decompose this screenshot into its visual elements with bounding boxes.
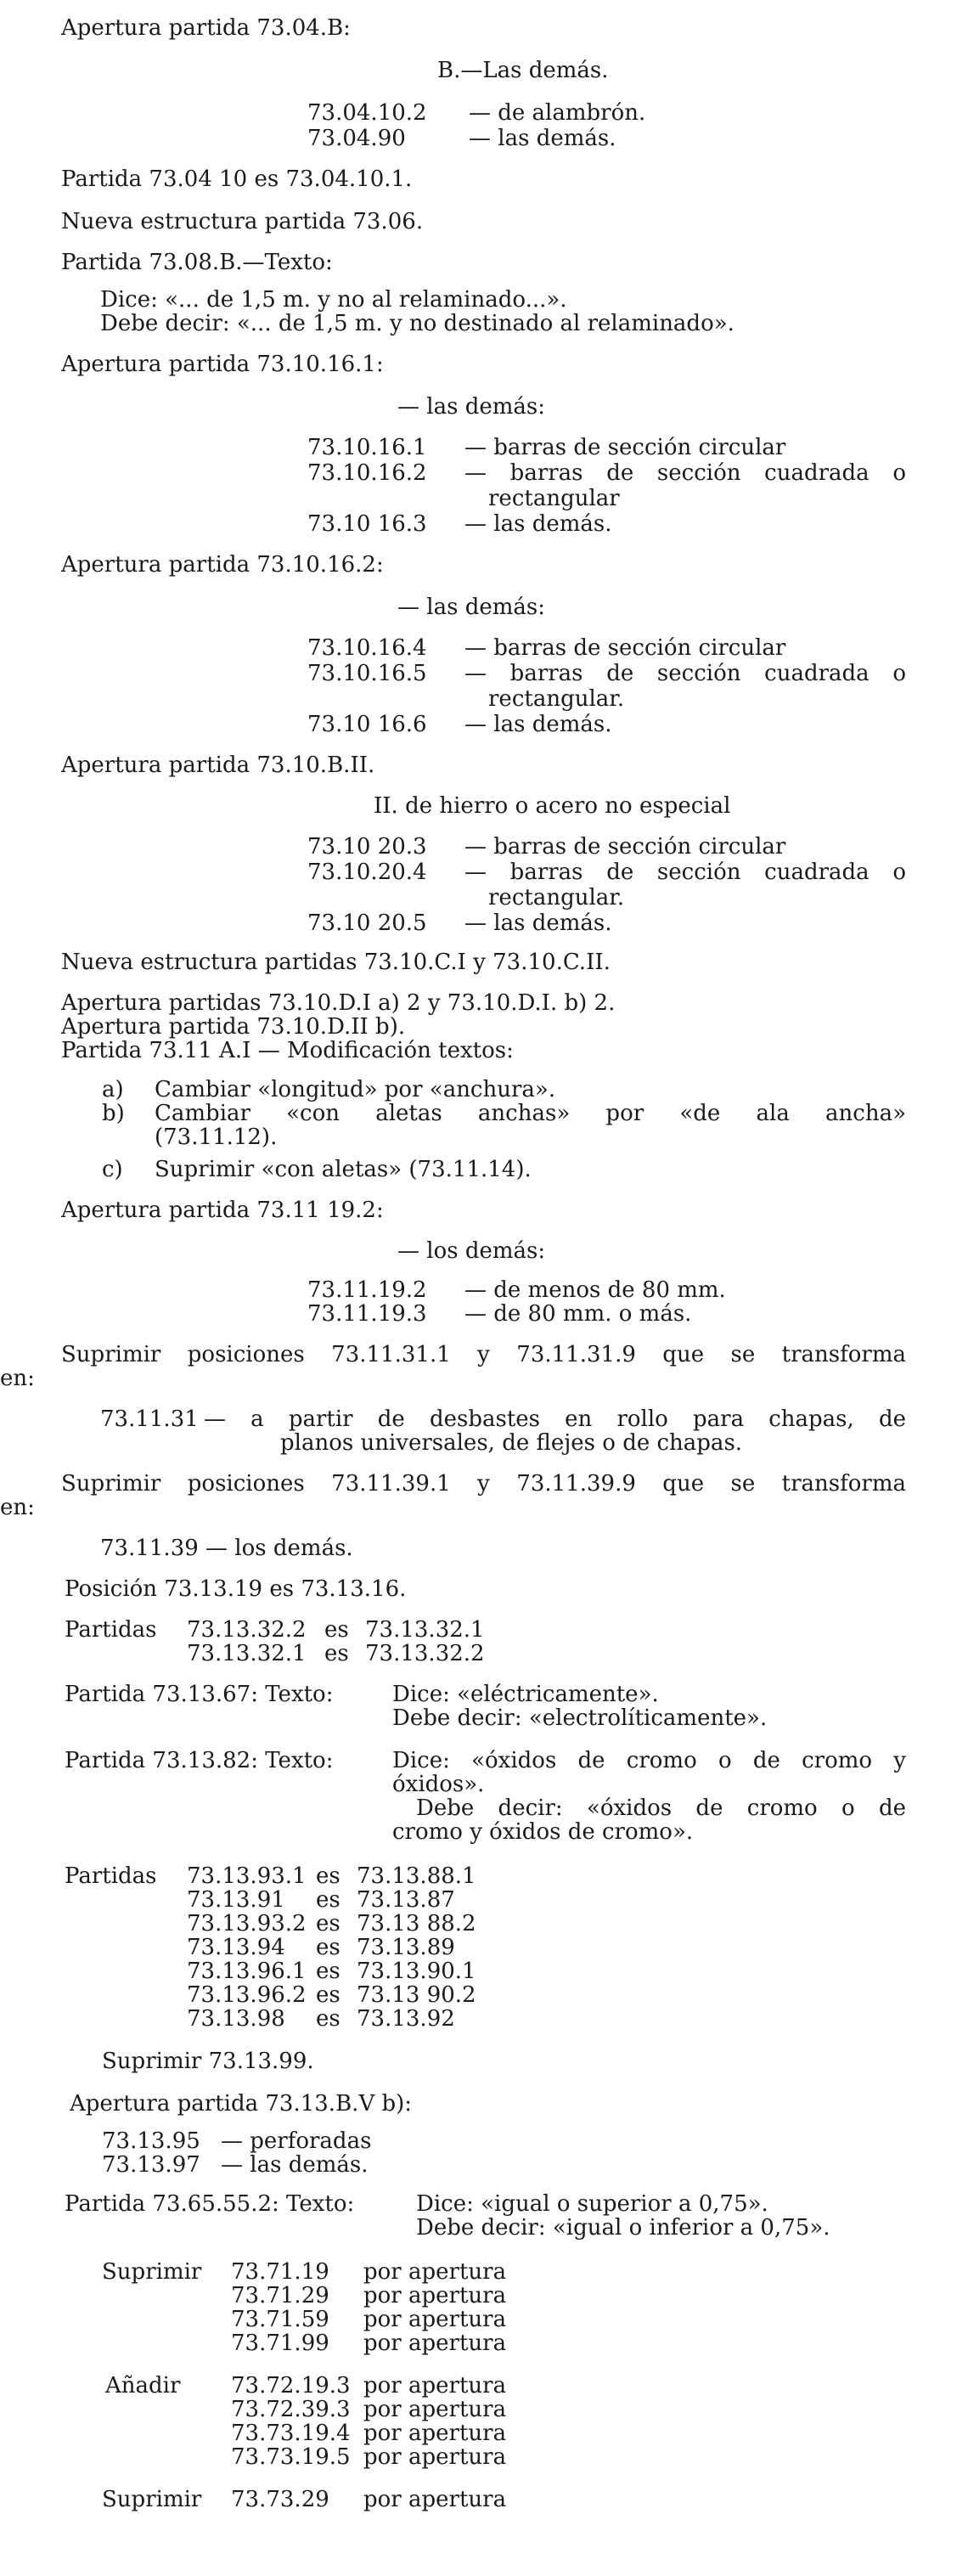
code: 73.73.29 (231, 2487, 329, 2512)
item-code: 73.10 20.3 (307, 834, 427, 860)
dice-text: Dice: «eléctricamente». (392, 1682, 659, 1707)
list-item: Cambiar «con aletas anchas» por «de ala ancha» (155, 1101, 906, 1126)
es: es (316, 1959, 340, 1984)
code: 73.13.32.1 (365, 1617, 485, 1643)
item-text: rectangular (488, 486, 620, 511)
code: 73.13.98 (187, 2006, 285, 2032)
action-text: por apertura (363, 2331, 507, 2356)
heading: Apertura partida 73.11 19.2: (61, 1198, 384, 1223)
code: 73.73.19.5 (231, 2444, 351, 2470)
action-text: por apertura (363, 2487, 507, 2512)
item-code: 73.04.10.2 (307, 100, 427, 126)
paragraph: Suprimir posiciones 73.11.39.1 y 73.11.39.9 que se transforma (61, 1471, 906, 1497)
action-text: por apertura (363, 2259, 507, 2285)
action-text: por apertura (363, 2283, 507, 2308)
debe-decir-text: Debe decir: «... de 1,5 m. y no destinado al relaminado». (100, 311, 734, 336)
list-item: (73.11.12). (155, 1125, 278, 1150)
item-text: — barras de sección circular (464, 435, 786, 460)
item-code: 73.04.90 (307, 126, 406, 151)
list-item: 73.11.39 — los demás. (100, 1536, 353, 1561)
item-text: — de 80 mm. o más. (464, 1301, 692, 1327)
subheading: — los demás: (397, 1238, 546, 1264)
es: es (316, 1982, 340, 2008)
debe-decir-text: Debe decir: «electrolíticamente». (392, 1705, 768, 1731)
paragraph: Suprimir 73.13.99. (102, 2049, 314, 2074)
item-text: — barras de sección circular (464, 635, 786, 661)
paragraph: Suprimir posiciones 73.11.31.1 y 73.11.31.9 que se transforma (61, 1342, 906, 1367)
subheading: — las demás: (397, 394, 545, 420)
code: 73.13.93.2 (187, 1911, 307, 1936)
code: 73.13.93.1 (187, 1863, 307, 1889)
dice-text: Dice: «óxidos de cromo o de cromo y (392, 1748, 906, 1773)
item-text: — barras de sección cuadrada o (464, 661, 906, 686)
item-text: — de menos de 80 mm. (464, 1277, 726, 1303)
paragraph: Posición 73.13.19 es 73.13.16. (65, 1576, 407, 1602)
es: es (316, 1887, 340, 1913)
item-text: — las demás. (221, 2152, 369, 2178)
heading: Partida 73.08.B.—Texto: (61, 250, 333, 275)
es: es (316, 1935, 340, 1960)
item-text: — las demás. (464, 910, 612, 936)
item-code: 73.11.31 (100, 1406, 199, 1432)
code: 73.13.96.1 (187, 1959, 307, 1984)
item-code: 73.10 16.6 (307, 712, 427, 737)
item-text: rectangular. (488, 686, 625, 712)
code: 73.13.92 (357, 2006, 455, 2032)
paragraph: en: (0, 1366, 35, 1391)
item-text: — de alambrón. (469, 100, 646, 126)
item-code: 73.10.16.4 (307, 635, 427, 661)
label: Añadir (105, 2373, 181, 2398)
item-code: 73.10 16.3 (307, 511, 427, 537)
item-text: — las demás. (469, 126, 616, 151)
dice-text: Dice: «igual o superior a 0,75». (416, 2191, 768, 2217)
label: Partidas (65, 1617, 157, 1643)
item-code: 73.13.95 (102, 2128, 200, 2154)
list-item: Cambiar «longitud» por «anchura». (155, 1077, 556, 1102)
heading: Partida 73.13.67: Texto: (65, 1682, 334, 1707)
item-code: 73.10.16.5 (307, 661, 427, 686)
code: 73.71.59 (231, 2307, 329, 2332)
paragraph: Nueva estructura partida 73.06. (61, 209, 424, 234)
dice-text: Dice: «... de 1,5 m. y no al relaminado...». (100, 287, 567, 313)
paragraph: Apertura partidas 73.10.D.I a) 2 y 73.10.D.I. b) 2. (61, 990, 616, 1016)
action-text: por apertura (363, 2373, 507, 2398)
code: 73.13 88.2 (357, 1911, 476, 1936)
es: es (324, 1641, 349, 1666)
item-text: — barras de sección cuadrada o (464, 860, 906, 885)
item-code: 73.10 20.5 (307, 910, 427, 936)
code: 73.71.29 (231, 2283, 329, 2308)
code: 73.13.90.1 (357, 1959, 476, 1984)
list-marker: b) (102, 1101, 125, 1126)
code: 73.13.32.2 (365, 1641, 485, 1666)
item-code: 73.10.16.1 (307, 435, 427, 460)
code: 73.13.87 (357, 1887, 455, 1913)
item-text: — perforadas (221, 2128, 372, 2154)
action-text: por apertura (363, 2397, 507, 2422)
subheading: II. de hierro o acero no especial (374, 793, 731, 819)
es: es (316, 2006, 340, 2032)
heading: Apertura partida 73.13.B.V b): (70, 2091, 413, 2117)
code: 73.13.91 (187, 1887, 285, 1913)
label: Suprimir (102, 2259, 202, 2285)
code: 73.13.32.2 (187, 1617, 307, 1643)
heading: Apertura partida 73.04.B: (61, 15, 351, 41)
item-text: — las demás. (464, 511, 612, 537)
code: 73.13.94 (187, 1935, 285, 1960)
list-item: Suprimir «con aletas» (73.11.14). (155, 1157, 532, 1182)
code: 73.72.19.3 (231, 2373, 351, 2398)
heading: Apertura partida 73.10.16.1: (61, 352, 384, 377)
code: 73.72.39.3 (231, 2397, 351, 2422)
subheading: B.—Las demás. (437, 58, 609, 83)
item-text: — las demás. (464, 712, 612, 737)
heading: Partida 73.65.55.2: Texto: (65, 2191, 355, 2217)
paragraph: Apertura partida 73.10.D.II b). (61, 1014, 406, 1040)
item-text: — barras de sección cuadrada o (464, 460, 906, 486)
item-text: — barras de sección circular (464, 834, 786, 860)
item-text: rectangular. (488, 885, 625, 910)
debe-decir-text: Debe decir: «óxidos de cromo o de (416, 1795, 906, 1821)
paragraph: Partida 73.04 10 es 73.04.10.1. (61, 166, 413, 192)
es: es (324, 1617, 349, 1643)
label: Partidas (65, 1863, 157, 1889)
item-code: 73.10.20.4 (307, 860, 427, 885)
action-text: por apertura (363, 2307, 507, 2332)
action-text: por apertura (363, 2444, 507, 2470)
paragraph: en: (0, 1495, 35, 1520)
action-text: por apertura (363, 2421, 507, 2446)
code: 73.13.32.1 (187, 1641, 307, 1666)
dice-text: óxidos». (392, 1772, 485, 1797)
code: 73.71.99 (231, 2331, 329, 2356)
list-marker: a) (102, 1077, 124, 1102)
paragraph: Partida 73.11 A.I — Modificación textos: (61, 1038, 514, 1063)
code: 73.13.89 (357, 1935, 455, 1960)
item-text: — a partir de desbastes en rollo para chapas, de (204, 1406, 906, 1432)
subheading: — las demás: (397, 595, 545, 620)
code: 73.13.96.2 (187, 1982, 307, 2008)
item-code: 73.13.97 (102, 2152, 200, 2178)
heading: Apertura partida 73.10.B.II. (61, 753, 375, 778)
debe-decir-text: cromo y óxidos de cromo». (392, 1819, 694, 1845)
code: 73.73.19.4 (231, 2421, 351, 2446)
debe-decir-text: Debe decir: «igual o inferior a 0,75». (416, 2215, 830, 2241)
item-code: 73.10.16.2 (307, 460, 427, 486)
es: es (316, 1911, 340, 1936)
item-code: 73.11.19.2 (307, 1277, 427, 1303)
paragraph: Nueva estructura partidas 73.10.C.I y 73.10.C.II. (61, 950, 611, 975)
code: 73.71.19 (231, 2259, 329, 2285)
code: 73.13 90.2 (357, 1982, 476, 2008)
heading: Apertura partida 73.10.16.2: (61, 552, 384, 578)
es: es (316, 1863, 340, 1889)
list-marker: c) (102, 1157, 123, 1182)
item-code: 73.11.19.3 (307, 1301, 427, 1327)
heading: Partida 73.13.82: Texto: (65, 1748, 334, 1773)
code: 73.13.88.1 (357, 1863, 476, 1889)
item-text: planos universales, de flejes o de chapas. (280, 1430, 743, 1456)
label: Suprimir (102, 2487, 202, 2512)
